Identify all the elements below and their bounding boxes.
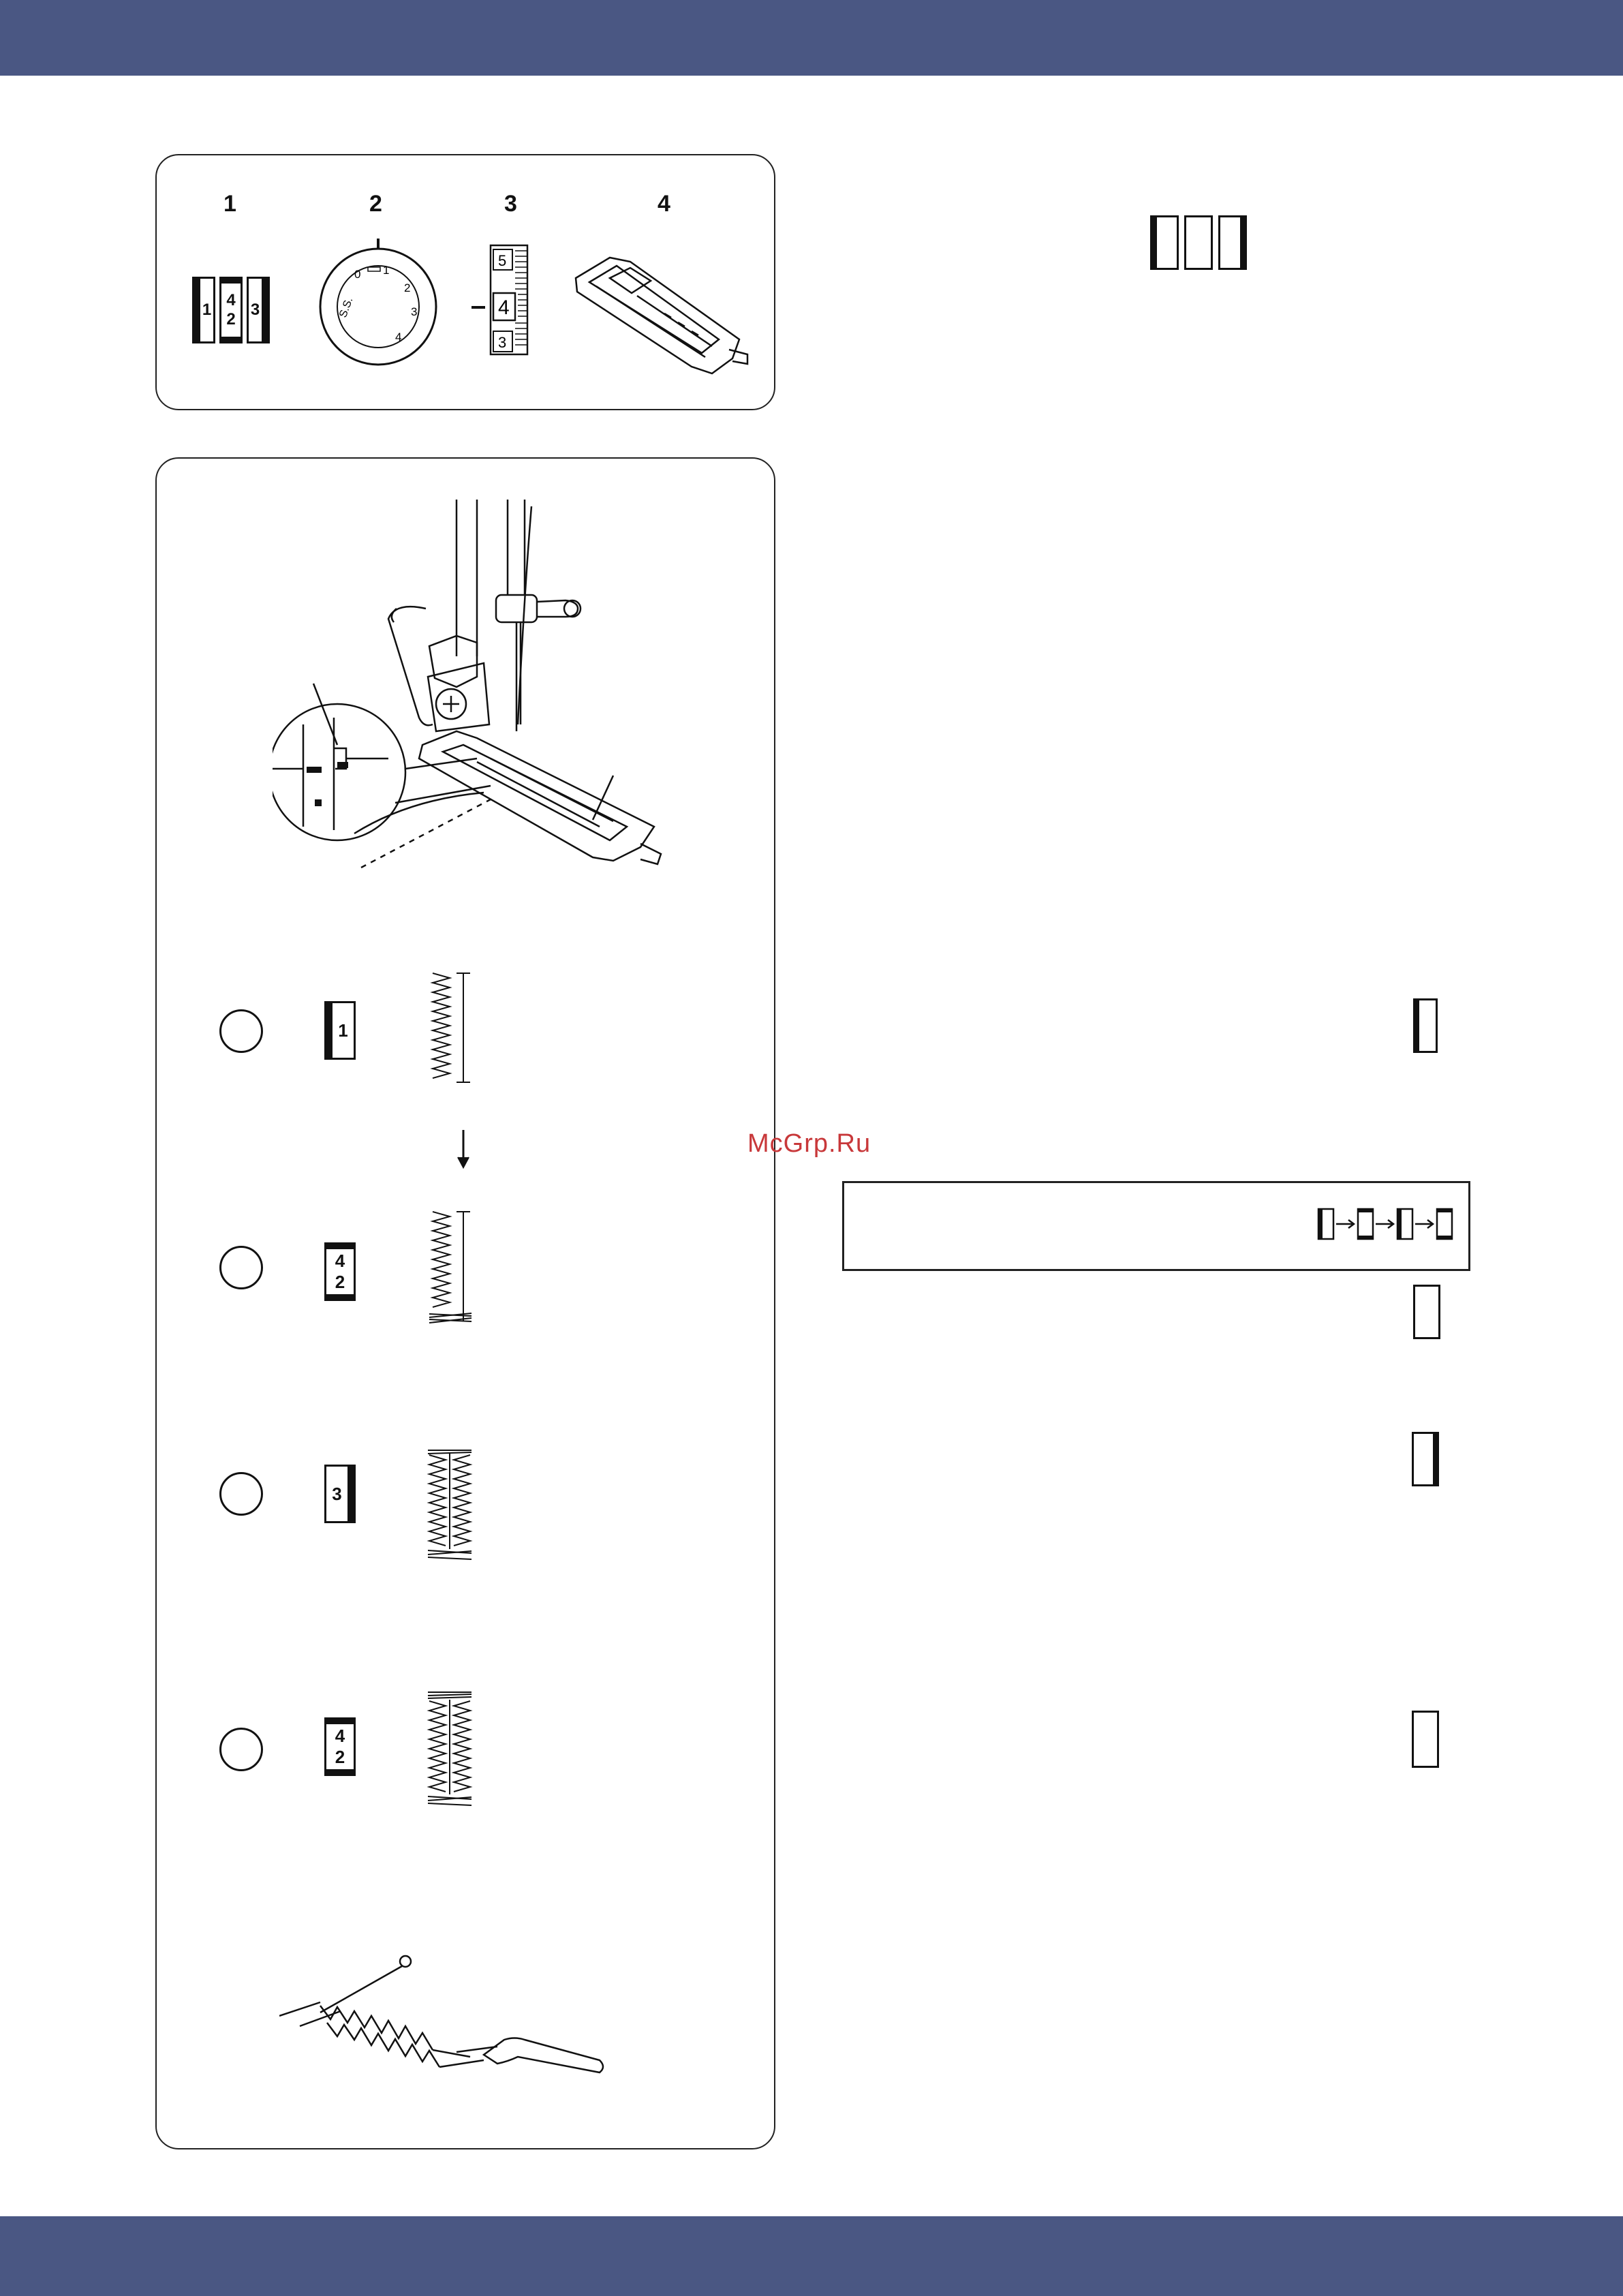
indicator-icon [1184, 215, 1213, 270]
settings-panel [155, 154, 775, 410]
indicator-digit: 4 [226, 291, 236, 309]
indicator-icon [1413, 998, 1438, 1053]
step-indicator-digit: 4 [335, 1726, 345, 1746]
scale-label-5: 5 [498, 252, 507, 269]
indicator-icon [1412, 1711, 1439, 1768]
step-indicator [324, 1717, 356, 1776]
item-number-3: 3 [504, 191, 517, 217]
dial-label-ss: S.S. [337, 296, 356, 320]
indicator-icon [1218, 215, 1247, 270]
step-marker [219, 1472, 263, 1516]
indicator-digit: 1 [202, 301, 212, 319]
scale-label-4: 4 [498, 296, 510, 319]
stitch-width-dial-icon [313, 230, 443, 367]
dial-label-2: 2 [404, 281, 411, 294]
step-indicator [324, 1465, 356, 1523]
dial-label-1: 1 [383, 264, 390, 277]
stitch-diagram-step2-icon [422, 1208, 504, 1345]
item-number-1: 1 [223, 191, 236, 217]
note-box [842, 1181, 1470, 1271]
step-indicator-digit: 4 [335, 1251, 345, 1271]
step-indicator-digit: 3 [332, 1483, 342, 1504]
step-marker [219, 1009, 263, 1053]
step-indicator [324, 1001, 356, 1060]
step-indicator-digit: 2 [335, 1272, 345, 1292]
step-indicator-digit: 1 [338, 1020, 348, 1041]
stitch-diagram-step3-icon [422, 1447, 504, 1583]
indicator-icon [1150, 215, 1179, 270]
step-marker [219, 1246, 263, 1289]
indicator-icon [1412, 1432, 1439, 1486]
indicator-icon [1413, 1285, 1440, 1339]
buttonhole-indicator-42 [219, 277, 243, 343]
item-number-4: 4 [658, 191, 670, 217]
stitch-diagram-step4-icon [422, 1689, 504, 1818]
item-number-2: 2 [369, 191, 382, 217]
sewing-foot-illustration-icon [273, 500, 722, 895]
step-marker [219, 1728, 263, 1771]
steps-panel [155, 457, 775, 2149]
watermark: McGrp.Ru [747, 1129, 871, 1158]
buttonhole-foot-icon [569, 237, 753, 380]
dial-label-3: 3 [411, 305, 418, 318]
seam-ripper-icon [279, 1938, 661, 2101]
sequence-icon [1317, 1204, 1464, 1244]
footer-band [0, 2216, 1623, 2296]
step-indicator-digit: 2 [335, 1747, 345, 1767]
dial-label-0: 0 [354, 268, 361, 281]
scale-label-3: 3 [498, 334, 507, 351]
indicator-digit: 2 [226, 310, 236, 328]
header-band [0, 0, 1623, 76]
buttonhole-indicator-1 [192, 277, 215, 343]
dial-label-4: 4 [395, 331, 402, 343]
step-indicator [324, 1242, 356, 1301]
buttonhole-indicator-3 [247, 277, 270, 343]
indicator-digit: 3 [250, 301, 260, 319]
stitch-length-scale-icon [470, 244, 531, 356]
